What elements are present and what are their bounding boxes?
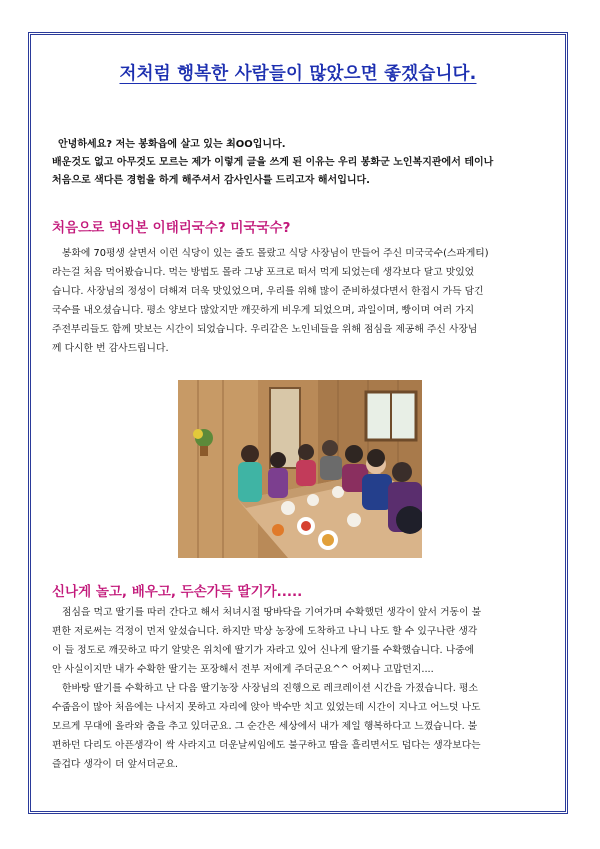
paragraph-line: 모르게 무대에 올라와 춤을 추고 있더군요. 그 순간은 세상에서 내가 제일 행복하다고 느꼈습니다. 불: [52, 721, 478, 732]
paragraph-line: 점심을 먹고 딸기를 따러 간다고 해서 처녀시절 땅바닥을 기여가며 수확했던 생각이 앞서 거동이 불: [62, 607, 482, 618]
paragraph-line: 습니다. 사장님의 정성이 더해져 더욱 맛있었으며, 우리를 위해 많이 준비하셨다면서 한접시 가득 담긴: [52, 286, 484, 297]
paragraph-line: 께 다시한 번 감사드립니다.: [52, 343, 169, 354]
paragraph-line: 안 사실이지만 내가 수확한 딸기는 포장해서 전부 저에게 주더군요^^ 어찌나 고맙던지....: [52, 664, 434, 675]
group-lunch-photo: [178, 380, 422, 558]
paragraph-line: 수줍음이 많아 처음에는 나서지 못하고 자리에 앉아 박수만 치고 있었는데 시간이 지나고 어느덧 나도: [52, 702, 481, 713]
photo-illustration: [178, 380, 422, 558]
paragraph-line: 즐겁다 생각이 더 앞서더군요.: [52, 759, 179, 770]
paragraph-line: 국수를 내오셨습니다. 평소 양보다 많았지만 깨끗하게 비우게 되었으며, 과일이며, 빵이며 여러 가지: [52, 305, 475, 316]
section-heading-strawberry: 신나게 놀고, 배우고, 두손가득 딸기가.....: [52, 584, 303, 600]
section-paragraph-strawberry-2: [52, 679, 572, 774]
paragraph-line: 편한 저로써는 걱정이 먼저 앞섰습니다. 하지만 막상 농장에 도착하고 나니 나도 할 수 있구나란 생각: [52, 626, 478, 637]
section-heading-pasta: 처음으로 먹어본 이태리국수? 미국국수?: [52, 220, 291, 236]
intro-paragraph: [52, 136, 562, 190]
intro-line: 처음으로 색다른 경험을 하게 해주셔서 감사인사를 드리고자 해서입니다.: [52, 175, 370, 186]
paragraph-line: 주전부리들도 함께 맛보는 시간이 되었습니다. 우리같은 노인네들을 위해 점심을 제공해 주신 사장님: [52, 324, 478, 335]
paragraph-line: 이 들 정도로 깨끗하고 따기 알맞은 위치에 딸기가 자라고 있어 신나게 딸기를 수확했습니다. 나중에: [52, 645, 475, 656]
intro-line: 안녕하세요? 저는 봉화읍에 살고 있는 최OO입니다.: [58, 139, 286, 150]
section-paragraph-pasta: [52, 244, 572, 358]
paragraph-line: 라는걸 처음 먹어봤습니다. 먹는 방법도 몰라 그냥 포크로 떠서 먹게 되었는데 생각보다 달고 맛있었: [52, 267, 475, 278]
paragraph-line: 편하던 다리도 아픈생각이 싹 사라지고 더운날씨임에도 불구하고 땀을 흘리면서도 덥다는 생각보다는: [52, 740, 481, 751]
paragraph-line: 봉화에 70평생 살면서 이런 식당이 있는 줄도 몰랐고 식당 사장님이 만들어 주신 미국국수(스파게티): [62, 248, 489, 259]
page-title: 저처럼 행복한 사람들이 많았으면 좋겠습니다.: [119, 64, 477, 84]
section-paragraph-strawberry-1: [52, 603, 572, 679]
intro-line: 배운것도 없고 아무것도 모르는 제가 이렇게 글을 쓰게 된 이유는 우리 봉화군 노인복지관에서 테이나: [52, 157, 494, 168]
paragraph-line: 한바탕 딸기를 수확하고 난 다음 딸기농장 사장님의 진행으로 레크레이션 시간을 가졌습니다. 평소: [62, 683, 478, 694]
